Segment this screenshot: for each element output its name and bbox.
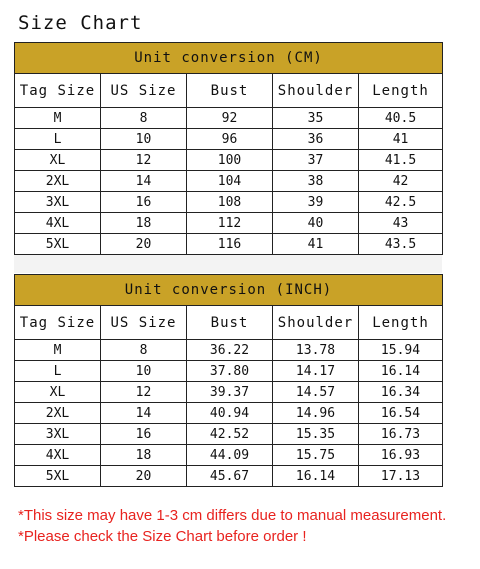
- table-cell: 39.37: [187, 382, 273, 403]
- table-row: [15, 108, 443, 129]
- inch-size-table: [14, 274, 443, 487]
- table-row: [15, 403, 443, 424]
- table-divider: [14, 255, 442, 273]
- table-cell: 36.22: [187, 340, 273, 361]
- table-cell: 16.14: [273, 466, 359, 487]
- measurement-note: *This size may have 1-3 cm differs due to manual measurement.: [18, 507, 447, 524]
- table-cell: M: [15, 108, 101, 129]
- table-cell: 14.96: [273, 403, 359, 424]
- table-cell: 16: [101, 192, 187, 213]
- table-cell: 16: [101, 424, 187, 445]
- column-header-shoulder: Shoulder: [273, 74, 359, 108]
- table-cell: 104: [187, 171, 273, 192]
- table-cell: 14.57: [273, 382, 359, 403]
- table-cell: 37: [273, 150, 359, 171]
- table-cell: 12: [101, 150, 187, 171]
- cm-table-caption: Unit conversion (CM): [15, 43, 443, 74]
- column-header-bust: Bust: [187, 306, 273, 340]
- table-row: [15, 192, 443, 213]
- table-cell: 4XL: [15, 445, 101, 466]
- table-cell: 16.34: [359, 382, 443, 403]
- table-cell: 45.67: [187, 466, 273, 487]
- table-row: [15, 340, 443, 361]
- table-cell: L: [15, 361, 101, 382]
- table-cell: 41.5: [359, 150, 443, 171]
- table-row: [15, 129, 443, 150]
- column-header-tag-size: Tag Size: [15, 74, 101, 108]
- table-cell: 16.73: [359, 424, 443, 445]
- table-cell: 100: [187, 150, 273, 171]
- table-cell: 37.80: [187, 361, 273, 382]
- table-cell: XL: [15, 150, 101, 171]
- table-row: [15, 234, 443, 255]
- table-cell: 12: [101, 382, 187, 403]
- cm-size-table: [14, 42, 443, 255]
- table-cell: 8: [101, 340, 187, 361]
- table-cell: L: [15, 129, 101, 150]
- table-cell: 5XL: [15, 234, 101, 255]
- table-cell: 3XL: [15, 424, 101, 445]
- table-cell: 2XL: [15, 171, 101, 192]
- table-cell: 15.35: [273, 424, 359, 445]
- table-row: [15, 445, 443, 466]
- table-cell: 20: [101, 234, 187, 255]
- table-cell: 18: [101, 445, 187, 466]
- table-row: [15, 424, 443, 445]
- table-cell: 36: [273, 129, 359, 150]
- table-cell: 40: [273, 213, 359, 234]
- column-header-tag-size: Tag Size: [15, 306, 101, 340]
- table-cell: XL: [15, 382, 101, 403]
- table-row: [15, 213, 443, 234]
- column-header-us-size: US Size: [101, 74, 187, 108]
- table-cell: 2XL: [15, 403, 101, 424]
- page-title: Size Chart: [18, 12, 143, 34]
- table-row: [15, 171, 443, 192]
- inch-table-body: [15, 340, 443, 487]
- table-row: [15, 361, 443, 382]
- table-cell: 40.5: [359, 108, 443, 129]
- table-cell: 10: [101, 361, 187, 382]
- table-cell: 43: [359, 213, 443, 234]
- inch-table-caption: Unit conversion (INCH): [15, 275, 443, 306]
- cm-table-body: [15, 108, 443, 255]
- column-header-shoulder: Shoulder: [273, 306, 359, 340]
- table-row: [15, 466, 443, 487]
- table-row: [15, 150, 443, 171]
- table-cell: 41: [273, 234, 359, 255]
- column-header-us-size: US Size: [101, 306, 187, 340]
- table-cell: 16.14: [359, 361, 443, 382]
- table-cell: 42.5: [359, 192, 443, 213]
- table-cell: 42.52: [187, 424, 273, 445]
- table-cell: 38: [273, 171, 359, 192]
- table-cell: 13.78: [273, 340, 359, 361]
- table-cell: 4XL: [15, 213, 101, 234]
- table-cell: 20: [101, 466, 187, 487]
- column-header-bust: Bust: [187, 74, 273, 108]
- table-cell: 16.93: [359, 445, 443, 466]
- table-cell: 44.09: [187, 445, 273, 466]
- table-cell: 17.13: [359, 466, 443, 487]
- table-cell: 15.94: [359, 340, 443, 361]
- table-cell: 5XL: [15, 466, 101, 487]
- column-header-length: Length: [359, 306, 443, 340]
- table-cell: 40.94: [187, 403, 273, 424]
- table-cell: 108: [187, 192, 273, 213]
- table-cell: 116: [187, 234, 273, 255]
- table-cell: 18: [101, 213, 187, 234]
- table-cell: 43.5: [359, 234, 443, 255]
- table-cell: 35: [273, 108, 359, 129]
- table-cell: 10: [101, 129, 187, 150]
- table-cell: 14: [101, 171, 187, 192]
- table-cell: 8: [101, 108, 187, 129]
- table-cell: 14: [101, 403, 187, 424]
- table-cell: 92: [187, 108, 273, 129]
- table-cell: 16.54: [359, 403, 443, 424]
- column-header-length: Length: [359, 74, 443, 108]
- table-cell: 3XL: [15, 192, 101, 213]
- table-cell: 41: [359, 129, 443, 150]
- table-cell: 15.75: [273, 445, 359, 466]
- table-cell: 42: [359, 171, 443, 192]
- table-cell: M: [15, 340, 101, 361]
- table-row: [15, 382, 443, 403]
- table-cell: 112: [187, 213, 273, 234]
- table-cell: 39: [273, 192, 359, 213]
- check-chart-note: *Please check the Size Chart before order !: [18, 528, 307, 545]
- table-cell: 96: [187, 129, 273, 150]
- table-cell: 14.17: [273, 361, 359, 382]
